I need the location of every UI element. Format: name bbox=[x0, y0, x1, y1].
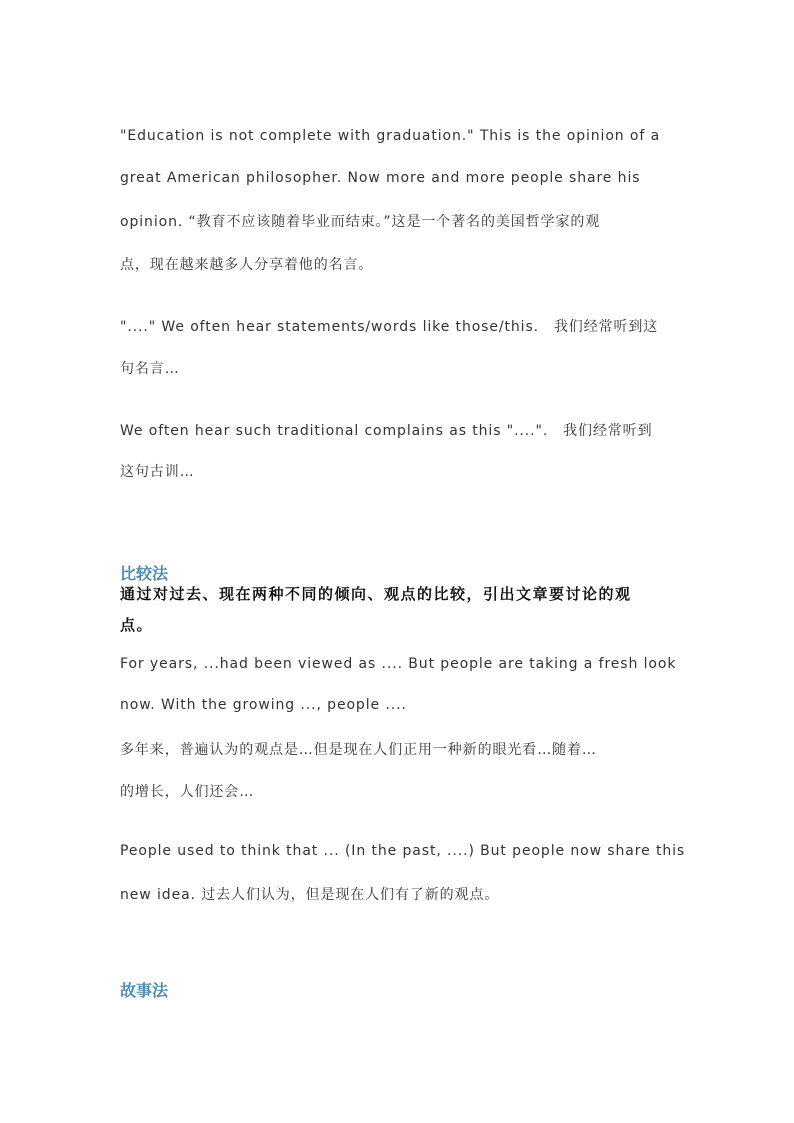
comparison-example1-line-1: For years, ...had been viewed as .... But people are taking a fresh look bbox=[120, 656, 677, 672]
quote1-line-1: "...." We often hear statements/words like those/this. 我们经常听到这 bbox=[120, 319, 659, 335]
quote2-line-1: We often hear such traditional complains as this "....". 我们经常听到 bbox=[120, 423, 653, 439]
comparison-example2-line-2: new idea. 过去人们认为，但是现在人们有了新的观点。 bbox=[120, 887, 500, 903]
comparison-example1-cn-line-2: 的增长，人们还会… bbox=[120, 784, 255, 800]
quote2-line-2: 这句古训… bbox=[120, 464, 195, 480]
story-heading: 故事法 bbox=[120, 981, 169, 1000]
intro-line-4: 点，现在越来越多人分享着他的名言。 bbox=[120, 257, 374, 273]
comparison-example1-line-2: now. With the growing ..., people .... bbox=[120, 697, 407, 713]
intro-line-3: opinion. “教育不应该随着毕业而结束。”这是一个著名的美国哲学家的观 bbox=[120, 214, 601, 230]
comparison-description-line-2: 点。 bbox=[120, 616, 154, 634]
intro-line-1: "Education is not complete with graduation." This is the opinion of a bbox=[120, 128, 661, 144]
comparison-example2-line-1: People used to think that ... (In the past, ....) But people now share this bbox=[120, 843, 686, 859]
quote1-line-2: 句名言… bbox=[120, 361, 180, 377]
comparison-description-line-1: 通过对过去、现在两种不同的倾向、观点的比较，引出文章要讨论的观 bbox=[120, 585, 632, 603]
comparison-heading: 比较法 bbox=[120, 564, 169, 583]
intro-line-2: great American philosopher. Now more and more people share his bbox=[120, 170, 641, 186]
comparison-example1-cn-line-1: 多年来，普遍认为的观点是…但是现在人们正用一种新的眼光看…随着… bbox=[120, 742, 597, 758]
